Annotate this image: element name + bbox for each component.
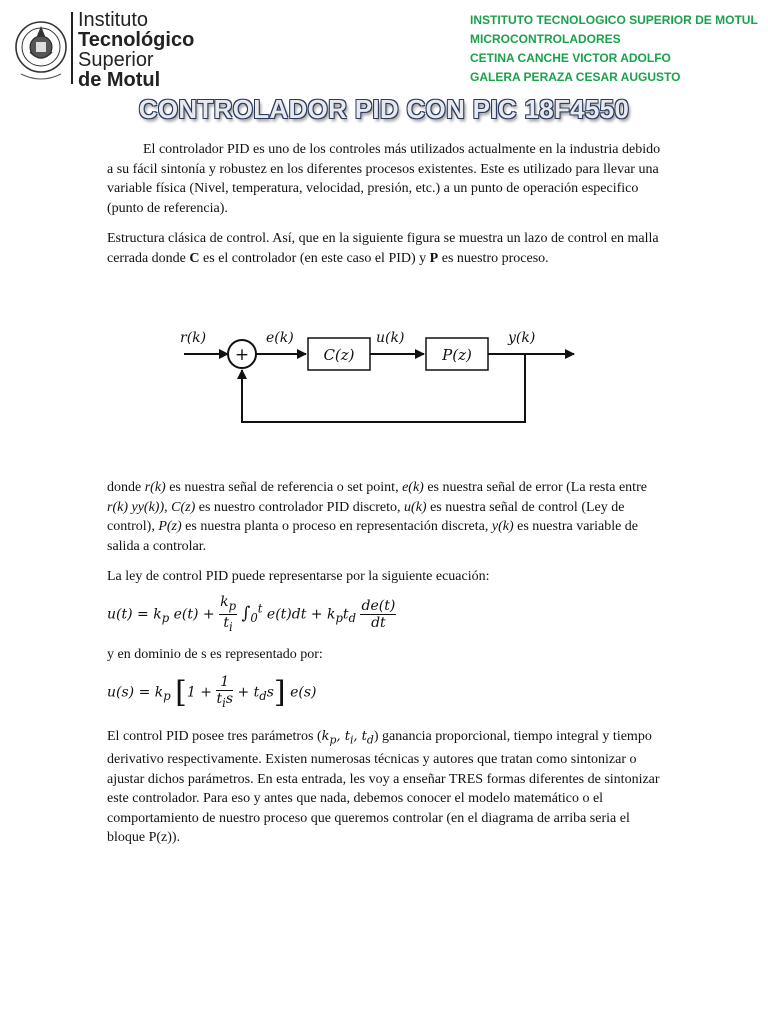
eq2-frac-den: $t_is$	[216, 691, 233, 710]
eq2-one: 1 +	[186, 684, 212, 701]
def-var-r: r(k)	[144, 480, 166, 495]
eq1-e2: e(t)dt + k	[266, 606, 336, 623]
intro-section	[107, 140, 661, 218]
paragraph-equation-intro: La ley de control PID puede representarse por la siguiente ecuación:	[107, 569, 490, 584]
eq2-s: s	[266, 684, 274, 701]
equation-intro-section	[107, 567, 661, 587]
label-error-e: e(k)	[266, 330, 294, 346]
def-var-y: y(k)	[491, 519, 514, 534]
paragraph-structure-text-a: Estructura clásica de control. Así, que en la siguiente figura se muestra un lazo de control en malla cerrada donde	[107, 231, 659, 266]
params-math: $k_p$, $t_i$, $t_d$	[321, 729, 374, 747]
paragraph-structure-text-c: es el controlador (en este caso el PID) y	[199, 250, 430, 266]
eq1-frac-den: $t_i$	[223, 614, 233, 634]
eq2-frac-num: 1	[216, 674, 233, 691]
paragraph-definitions	[107, 478, 661, 556]
eq1-frac-kp-ti	[219, 594, 237, 635]
eq2-close-bracket: ]	[273, 674, 286, 710]
eq1-td: t	[342, 606, 349, 623]
eq1-lhs-sub: p	[161, 611, 170, 626]
logo-line-4: de Motul	[78, 69, 161, 91]
eq2-open-bracket: [	[175, 674, 187, 710]
header-institute: INSTITUTO TECNOLOGICO SUPERIOR DE MOTUL	[470, 13, 758, 27]
logo-divider	[71, 12, 73, 84]
label-control-u: u(k)	[376, 330, 405, 346]
eq2-lhs: u(s) = k	[107, 684, 164, 701]
def-text-2: es nuestra señal de referencia o set point,	[165, 480, 403, 495]
header-subject: MICROCONTROLADORES	[470, 32, 621, 46]
def-var-ry: r(k) yy(k))	[107, 499, 165, 515]
label-input-r: r(k)	[180, 330, 207, 346]
eq1-integral-sign: ∫	[241, 603, 251, 624]
parameters-section	[107, 727, 661, 848]
params-text-1: El control PID posee tres parámetros (	[107, 729, 322, 744]
def-var-u: u(k)	[404, 499, 427, 515]
block-plant-label: P(z)	[442, 346, 472, 364]
logo-line-1: Instituto	[78, 9, 149, 31]
eq1-int-lower: 0	[250, 611, 258, 626]
params-close: )	[373, 729, 379, 744]
def-text-8: es nuestra variable de salida a controlar.	[107, 519, 639, 554]
def-text-3: es nuestra señal de error (La resta entre	[423, 480, 647, 495]
structure-section	[107, 229, 661, 268]
eq1-kp2-sub: p	[335, 611, 343, 626]
def-var-p: P(z)	[158, 519, 182, 534]
def-var-e: e(k)	[402, 480, 424, 495]
eq1-deriv-den: dt	[371, 614, 386, 631]
pid-time-equation	[107, 594, 396, 635]
page-title: CONTROLADOR PID CON PIC 18F4550	[138, 94, 630, 124]
institute-seal-logo	[14, 12, 68, 82]
logo-line-2: Tecnológico	[78, 29, 195, 51]
def-text-5: es nuestro controlador PID discreto,	[195, 499, 405, 515]
paragraph-structure	[107, 229, 661, 268]
eq2-es: e(s)	[290, 684, 317, 701]
eq1-deriv-num: de(t)	[361, 597, 396, 614]
def-text-6: es nuestra señal de control (Ley de control),	[107, 499, 625, 534]
s-domain-intro-section	[107, 645, 661, 665]
params-text-2: ganancia proporcional, tiempo integral y tiempo derivativo respectivamente. Existen numerosas técnicas y autores que tratan como sintonizar o ajustar dichos parámetros. En esta entrada, les voy a enseñar TRES formas diferentes de sintonizar este controlador. Para eso y antes que nada, debemos conocer el modelo matemático o el comportamiento de nuestro proceso que queremos controlar (en el diagrama de arriba seria el bloque P(z)).	[107, 729, 660, 846]
eq2-frac	[216, 674, 233, 711]
eq1-lhs: u(t) = k	[107, 606, 162, 623]
block-controller-label: C(z)	[323, 346, 355, 364]
paragraph-intro: El controlador PID es uno de los controles más utilizados actualmente en la industria debido a su fácil sintonía y robustez en los diferentes procesos existentes. Este es utilizado para llevar una variable física (Nivel, temperatura, velocidad, presión, etc.) a un punto de operación especifico (punto de referencia).	[107, 142, 661, 216]
summing-plus-symbol: +	[234, 345, 250, 365]
eq1-int-upper: t	[257, 601, 263, 616]
paragraph-structure-text-e: es nuestro proceso.	[438, 250, 549, 266]
eq1-frac-num: $k_p$	[220, 594, 237, 613]
def-text-7: es nuestra planta o proceso en representación discreta,	[181, 519, 492, 534]
eq1-e1: e(t) +	[173, 606, 215, 623]
pid-s-equation	[107, 674, 317, 711]
controller-letter: C	[189, 250, 200, 266]
control-loop-diagram	[170, 318, 590, 430]
header-author-2: GALERA PERAZA CESAR AUGUSTO	[470, 70, 681, 84]
eq2-plus-td: + t	[237, 684, 260, 701]
logo-line-3: Superior	[78, 49, 154, 71]
paragraph-parameters	[107, 727, 661, 848]
eq1-td-sub: d	[348, 611, 357, 626]
process-letter: P	[429, 250, 439, 266]
eq2-lhs-sub: p	[163, 689, 171, 704]
def-text-4: ,	[164, 499, 172, 515]
label-output-y: y(k)	[508, 330, 536, 346]
eq2-td-sub: d	[259, 689, 267, 704]
paragraph-s-domain: y en dominio de s es representado por:	[107, 647, 323, 662]
eq1-frac-derivative	[360, 598, 396, 631]
def-var-c: C(z)	[171, 499, 196, 515]
institute-name-logo	[78, 10, 194, 90]
header-author-1: CETINA CANCHE VICTOR ADOLFO	[470, 51, 671, 65]
def-text-1: donde	[107, 480, 145, 495]
header-authors	[470, 11, 758, 87]
definitions-section	[107, 478, 661, 556]
